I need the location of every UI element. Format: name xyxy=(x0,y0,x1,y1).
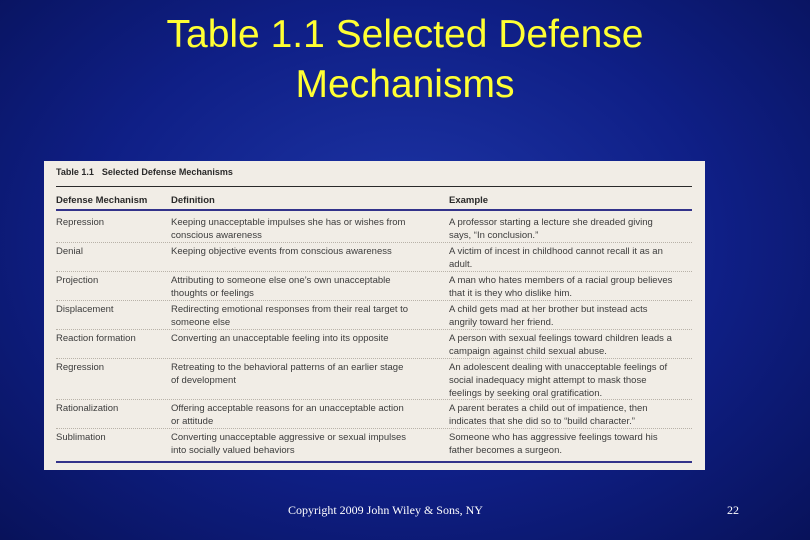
cell-example: A parent berates a child out of impatience, then indicates that she did so to “build character.” xyxy=(449,403,648,427)
cell-mechanism: Denial xyxy=(56,246,83,257)
page-number: 22 xyxy=(727,503,739,517)
cell-mechanism: Projection xyxy=(56,275,99,286)
cell-definition: Redirecting emotional responses from their real target to someone else xyxy=(171,304,409,328)
copyright-footer: Copyright 2009 John Wiley & Sons, NY xyxy=(288,503,483,517)
cell-mechanism: Reaction formation xyxy=(56,333,136,344)
row-separator xyxy=(56,271,692,272)
row-separator xyxy=(56,428,692,429)
table-bottom-rule xyxy=(56,461,692,463)
cell-example: An adolescent dealing with unacceptable feelings of social inadequacy might attempt to mask those feelings by seeking oral gratification. xyxy=(449,362,668,399)
row-separator xyxy=(56,300,692,301)
slide-title-line-2: Mechanisms xyxy=(295,63,515,106)
header-rule xyxy=(56,209,692,211)
column-header-definition: Definition xyxy=(171,195,215,206)
cell-definition: Keeping unacceptable impulses she has or wishes from conscious awareness xyxy=(171,217,406,241)
cell-example: A professor starting a lecture she dreaded giving says, “In conclusion.” xyxy=(449,217,653,241)
row-separator xyxy=(56,399,692,400)
cell-example: A child gets mad at her brother but instead acts angrily toward her friend. xyxy=(449,304,648,328)
table-caption-number: Table 1.1 xyxy=(56,167,94,177)
cell-mechanism: Sublimation xyxy=(56,432,106,443)
cell-definition: Converting unacceptable aggressive or sexual impulses into socially valued behaviors xyxy=(171,432,406,456)
defense-mechanisms-table xyxy=(44,161,705,470)
cell-mechanism: Displacement xyxy=(56,304,114,315)
cell-mechanism: Repression xyxy=(56,217,105,228)
cell-definition: Converting an unacceptable feeling into its opposite xyxy=(171,333,389,344)
table-caption xyxy=(56,167,233,177)
cell-definition: Attributing to someone else one’s own unacceptable thoughts or feelings xyxy=(171,275,391,299)
column-header-example: Example xyxy=(449,195,489,206)
slide-title-line-1: Table 1.1 Selected Defense xyxy=(166,13,644,56)
cell-example: Someone who has aggressive feelings toward his father becomes a surgeon. xyxy=(449,432,658,456)
row-separator xyxy=(56,358,692,359)
table-caption-text: Selected Defense Mechanisms xyxy=(101,167,233,177)
cell-mechanism: Regression xyxy=(56,362,105,373)
column-header-mechanism: Defense Mechanism xyxy=(56,195,148,206)
slide-title xyxy=(0,10,810,110)
cell-example: A man who hates members of a racial group believes that it is they who dislike him. xyxy=(449,275,673,299)
cell-example: A person with sexual feelings toward children leads a campaign against child sexual abuse. xyxy=(449,333,672,357)
caption-rule xyxy=(56,186,692,187)
cell-definition: Offering acceptable reasons for an unacceptable action or attitude xyxy=(171,403,404,427)
cell-definition: Retreating to the behavioral patterns of an earlier stage of development xyxy=(171,362,404,386)
cell-example: A victim of incest in childhood cannot recall it as an adult. xyxy=(449,246,663,270)
row-separator xyxy=(56,242,692,243)
row-separator xyxy=(56,329,692,330)
cell-definition: Keeping objective events from conscious awareness xyxy=(171,246,392,257)
cell-mechanism: Rationalization xyxy=(56,403,119,414)
